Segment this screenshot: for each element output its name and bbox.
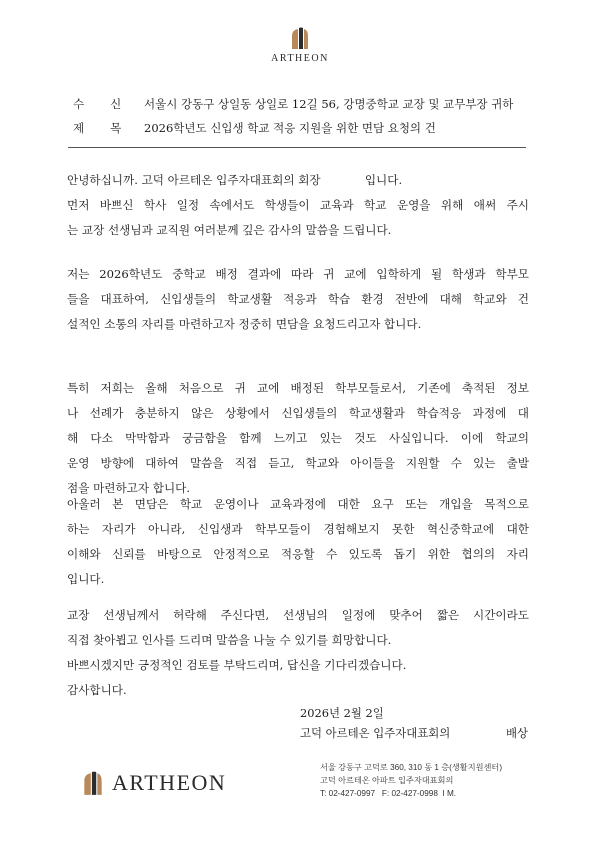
paragraph-background: 특히 저희는 올해 처음으로 귀 교에 배정된 학부모들로서, 기존에 축적된 정보 나 선례가 충분하지 않은 상황에서 신입생들의 학교생활과 학습적응 과정에 대 해 다소 막막함과 궁금함을 함께 느끼고 있는 것도 사실입니다. 이에 학교의 운영 방향에 대하여 말씀을 직접 듣고, 학교와 아이들을 지원할 수 있는 출발 점을 마련하고자 합니다. xyxy=(67,381,529,495)
footer-wordmark: ARTHEON xyxy=(112,770,227,795)
recipient-value: 서울시 강동구 상일동 상일로 12길 56, 강명중학교 교장 및 교무부장 귀하 xyxy=(144,97,514,111)
artheon-logo-icon xyxy=(80,770,106,796)
header-divider xyxy=(68,147,526,148)
paragraph-greeting: 안녕하십니까. 고덕 아르테온 입주자대표회의 회장 입니다. 먼저 바쁘신 학사 일정 속에서도 학생들이 교육과 학교 운영을 위해 애써 주시 는 교장 선생님과 교직원 여러분께 깊은 감사의 말씀을 드립니다. xyxy=(67,173,529,237)
address-line: 서울 강동구 고덕로 360, 310 동 1 층(생활지원센터) xyxy=(320,763,503,772)
recipient-row xyxy=(73,92,533,116)
organization-line: 고덕 아르테온 아파트 입주자대표회의 xyxy=(320,776,454,785)
subject-row xyxy=(73,116,533,140)
sender-signature xyxy=(300,721,528,745)
footer-address xyxy=(320,761,502,800)
paragraph-request: 저는 2026학년도 중학교 배정 결과에 따라 귀 교에 입학하게 될 학생과 학부모 들을 대표하여, 신입생들의 학교생활 적응과 학습 환경 전반에 대해 학교와 건 설적인 소통의 자리를 마련하고자 정중히 면담을 요청드리고자 합니다. xyxy=(67,267,529,331)
subject-label: 제 목 xyxy=(73,121,122,135)
letter-header xyxy=(73,92,533,140)
letter-date: 2026년 2월 2일 xyxy=(300,706,384,720)
footer-logo xyxy=(80,770,226,796)
artheon-logo-icon xyxy=(288,26,312,50)
logo-wordmark: ARTHEON xyxy=(271,53,329,64)
subject-value: 2026학년도 신입생 학교 적응 지원을 위한 면담 요청의 건 xyxy=(144,121,436,135)
paragraph-purpose: 아울러 본 면담은 학교 운영이나 교육과정에 대한 요구 또는 개입을 목적으로 하는 자리가 아니라, 신입생과 학부모들이 경험해보지 못한 혁신중학교에 대한 이해와 신뢰를 바탕으로 안정적으로 적응할 수 있도록 돕기 위한 협의의 자리 입니다. xyxy=(67,497,529,586)
recipient-label: 수 신 xyxy=(73,97,122,111)
sender-suffix: 배상 xyxy=(505,726,528,740)
paragraph-closing: 교장 선생님께서 허락해 주신다면, 선생님의 일정에 맞추어 짧은 시간이라도 직접 찾아뵙고 인사를 드리며 말씀을 나눌 수 있기를 희망합니다. 바쁘시겠지만 긍정적인 검토를 부탁드리며, 답신을 기다리겠습니다. 감사합니다. xyxy=(67,608,529,697)
sender-name: 고덕 아르테온 입주자대표회의 xyxy=(300,726,451,740)
header-logo xyxy=(0,26,600,64)
contact-line: T: 02-427-0997 F: 02-427-0998 I M. xyxy=(320,789,457,798)
